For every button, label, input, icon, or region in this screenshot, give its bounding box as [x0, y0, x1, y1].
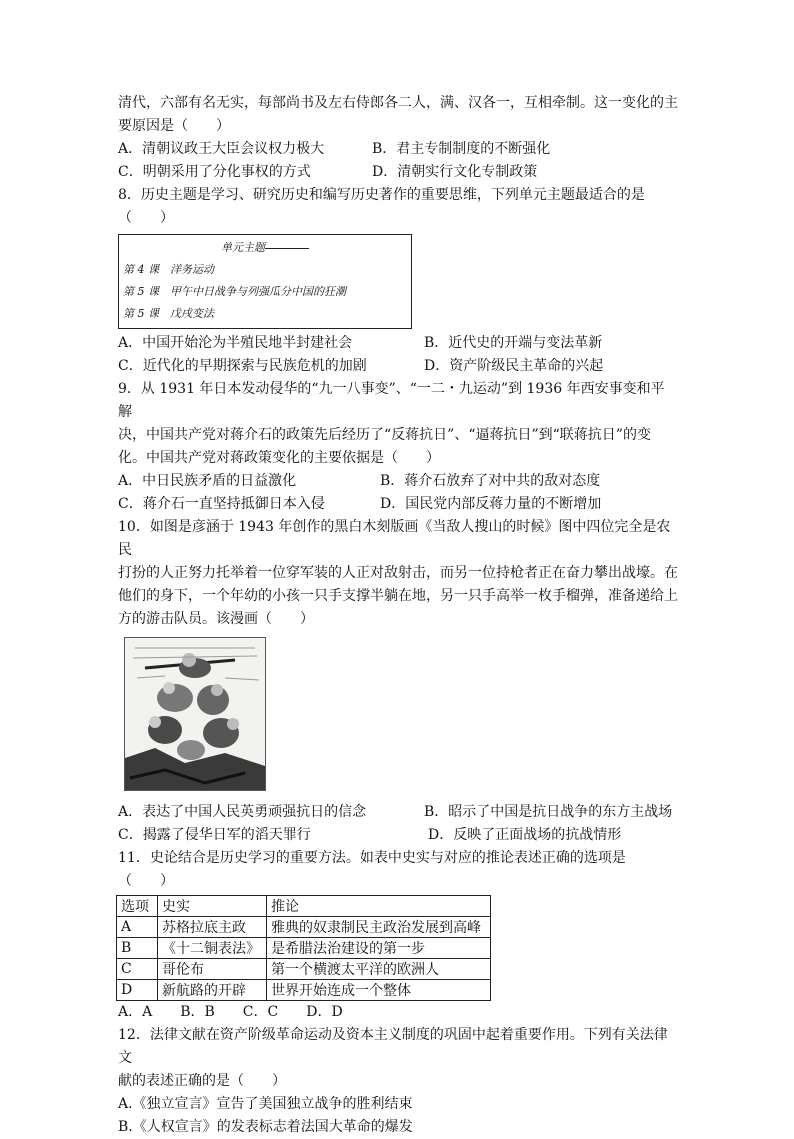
q10-stem-line3: 他们的身下，一个年幼的小孩一只手支撑半躺在地，另一只手高举一枚手榴弹，准备递给上: [118, 588, 678, 604]
q8-option-c: C．近代化的早期探索与民族危机的加剧: [118, 358, 367, 374]
table-cell: D: [117, 980, 158, 1001]
q7-stem-line2: 要原因是（ ）: [118, 118, 230, 134]
q9-options-row2: [118, 493, 678, 516]
unit-theme-blank: [265, 248, 309, 249]
q10-option-c: C．揭露了侵华日军的滔天罪行: [118, 827, 311, 843]
q7-options-row2: [118, 161, 678, 184]
table-header-cell: 选项: [117, 896, 158, 917]
table-cell: A: [117, 917, 158, 938]
table-cell: B: [117, 938, 158, 959]
q10-stem-line4: 方的游击队员。该漫画（ ）: [118, 611, 314, 627]
q7-option-a: A．清朝议政王大臣会议权力极大: [118, 141, 325, 157]
q7-option-d: D．清朝实行文化专制政策: [372, 164, 538, 180]
unit-theme-row: 第 4 课 洋务运动: [123, 263, 214, 276]
q12-stem-line2: 献的表述正确的是（ ）: [118, 1073, 286, 1089]
q8-option-b: B．近代史的开端与变法革新: [424, 335, 603, 351]
table-row: [117, 938, 491, 959]
table-header-cell: 推论: [267, 896, 491, 917]
woodcut-print-image: [124, 637, 266, 791]
table-header-row: [117, 896, 491, 917]
table-header-cell: 史实: [158, 896, 267, 917]
q11-stem-line2: （ ）: [118, 873, 174, 889]
q11-stem-line1: 11．史论结合是历史学习的重要方法。如表中史实与对应的推论表述正确的选项是: [118, 850, 626, 866]
q11-answer-options: A．A B．B C．C D．D: [118, 1004, 343, 1020]
q9-option-d: D．国民党内部反蒋力量的不断增加: [380, 496, 602, 512]
q9-options-row1: [118, 470, 678, 493]
unit-theme-title: 单元主题: [123, 237, 407, 259]
q9-stem-line1: 9．从 1931 年日本发动侵华的“九一八事变”、“一二・九运动”到 1936 年西安事变和平解: [118, 381, 665, 420]
table-row: [117, 959, 491, 980]
q8-stem-line1: 8．历史主题是学习、研究历史和编写历史著作的重要思维，下列单元主题最适合的是: [118, 187, 645, 203]
q9-option-a: A．中日民族矛盾的日益激化: [118, 473, 297, 489]
table-cell: 是希腊法治建设的第一步: [267, 938, 491, 959]
table-cell: 哥伦布: [158, 959, 267, 980]
q8-option-d: D．资产阶级民主革命的兴起: [424, 358, 604, 374]
q7-stem-line1: 清代，六部有名无实，每部尚书及左右侍郎各二人，满、汉各一，互相牵制。这一变化的主: [118, 95, 678, 111]
q10-option-d: D．反映了正面战场的抗战情形: [428, 827, 622, 843]
table-cell: 苏格拉底主政: [158, 917, 267, 938]
q10-option-a: A．表达了中国人民英勇顽强抗日的信念: [118, 804, 367, 820]
q10-option-b: B．昭示了中国是抗日战争的东方主战场: [424, 804, 673, 820]
q7-option-b: B．君主专制制度的不断强化: [372, 141, 551, 157]
q10-stem-line1: 10．如图是彦涵于 1943 年创作的黑白木刻版画《当敌人搜山的时候》图中四位完全是农民: [118, 519, 671, 558]
exam-page: [118, 92, 678, 1139]
history-table: [116, 895, 491, 1001]
q8-options-row2: [118, 355, 678, 378]
q8-option-a: A．中国开始沦为半殖民地半封建社会: [118, 335, 353, 351]
table-cell: 第一个横渡太平洋的欧洲人: [267, 959, 491, 980]
unit-theme-row: 第 5 课 甲午中日战争与列强瓜分中国的狂潮: [123, 285, 346, 298]
q12-stem-line1: 12．法律文献在资产阶级革命运动及资本主义制度的巩固中起着重要作用。下列有关法律文: [118, 1027, 668, 1066]
q10-stem-line2: 打扮的人正努力托举着一位穿军装的人正对敌射击，而另一位持枪者正在奋力攀出战壕。在: [118, 565, 678, 581]
q9-stem-line3: 化。中国共产党对蒋政策变化的主要依据是（ ）: [118, 450, 440, 466]
table-cell: C: [117, 959, 158, 980]
q10-options-row1: [118, 801, 678, 824]
q12-option-a: A.《独立宣言》宣告了美国独立战争的胜利结束: [118, 1096, 413, 1112]
q9-option-b: B．蒋介石放弃了对中共的敌对态度: [380, 473, 601, 489]
q9-option-c: C．蒋介石一直坚持抵御日本入侵: [118, 496, 325, 512]
table-cell: 世界开始连成一个整体: [267, 980, 491, 1001]
q10-options-row2: [118, 824, 678, 847]
unit-theme-box: [118, 234, 412, 329]
table-row: [117, 980, 491, 1001]
q8-options-row1: [118, 332, 678, 355]
table-cell: 新航路的开辟: [158, 980, 267, 1001]
q9-stem-line2: 决，中国共产党对蒋介石的政策先后经历了“反蒋抗日”、“逼蒋抗日”到“联蒋抗日”的变: [118, 427, 651, 443]
q12-option-b: B.《人权宣言》的发表标志着法国大革命的爆发: [118, 1119, 413, 1135]
q7-options-row1: [118, 138, 678, 161]
q7-option-c: C．明朝采用了分化事权的方式: [118, 164, 311, 180]
table-row: [117, 917, 491, 938]
table-cell: 《十二铜表法》: [158, 938, 267, 959]
unit-theme-row: 第 5 课 戊戌变法: [123, 307, 214, 320]
table-cell: 雅典的奴隶制民主政治发展到高峰: [267, 917, 491, 938]
q8-stem-line2: （ ）: [118, 210, 174, 226]
